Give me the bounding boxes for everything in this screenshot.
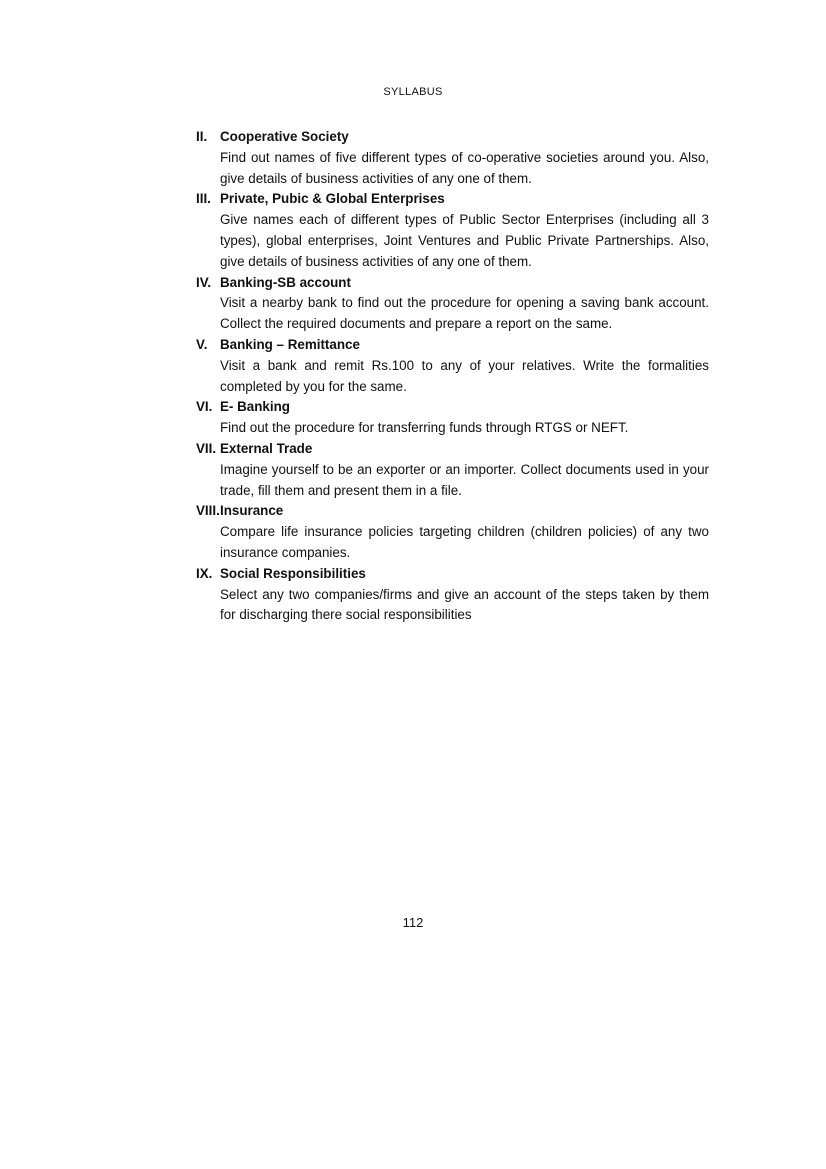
item-heading (196, 439, 709, 460)
item-heading (196, 189, 709, 210)
item-description: Imagine yourself to be an exporter or an importer. Collect documents used in your trade, fill them and present them in a file. (220, 461, 709, 498)
syllabus-item-banking-remittance (196, 335, 709, 397)
syllabus-item-e-banking (196, 397, 709, 439)
item-title: Private, Pubic & Global Enterprises (220, 191, 445, 207)
item-numeral: VII. (196, 440, 217, 456)
item-numeral: III. (196, 191, 211, 207)
item-description: Compare life insurance policies targeting children (children policies) of any two insurance companies. (220, 524, 709, 560)
item-numeral: II. (196, 129, 208, 144)
syllabus-item-social-responsibilities (196, 564, 709, 626)
running-header: SYLLABUS (383, 86, 443, 98)
item-numeral: VI. (196, 399, 213, 415)
item-title: Cooperative Society (220, 129, 349, 144)
item-description: Select any two companies/firms and give an account of the steps taken by them for discharging there social responsibilities (220, 586, 709, 623)
syllabus-item-banking-sb-account (196, 273, 709, 335)
item-heading (196, 397, 709, 418)
item-description: Visit a nearby bank to find out the procedure for opening a saving bank account. Collect the required documents and prepare a report on the same. (220, 295, 709, 332)
item-description: Visit a bank and remit Rs.100 to any of your relatives. Write the formalities completed by you for the same. (220, 357, 709, 394)
syllabus-item-cooperative-society (196, 127, 709, 189)
item-description: Find out the procedure for transferring funds through RTGS or NEFT. (220, 420, 629, 436)
item-title: External Trade (220, 440, 313, 456)
item-description: Give names each of different types of Public Sector Enterprises (including all 3 types), global enterprises, Joint Ventures and Public Private Partnerships. Also, give details of business activities of any one of them. (220, 212, 709, 269)
item-title: Banking-SB account (220, 274, 351, 290)
item-title: E- Banking (220, 399, 290, 415)
item-heading (196, 127, 709, 148)
item-title: Banking – Remittance (220, 336, 360, 352)
page-number: 112 (402, 915, 424, 930)
item-numeral: VIII. (196, 503, 220, 519)
item-numeral: IX. (196, 565, 213, 581)
item-heading (196, 273, 709, 294)
syllabus-item-external-trade (196, 439, 709, 501)
syllabus-list (196, 127, 709, 626)
item-numeral: IV. (196, 274, 212, 290)
item-title: Social Responsibilities (220, 565, 366, 581)
item-description: Find out names of five different types of co-operative societies around you. Also, give details of business activities of any one of them. (220, 149, 709, 186)
syllabus-item-enterprises (196, 189, 709, 272)
item-heading (196, 335, 709, 356)
item-heading (196, 501, 709, 522)
syllabus-item-insurance (196, 501, 709, 563)
item-numeral: V. (196, 336, 208, 352)
item-heading (196, 564, 709, 585)
item-title: Insurance (220, 503, 284, 519)
